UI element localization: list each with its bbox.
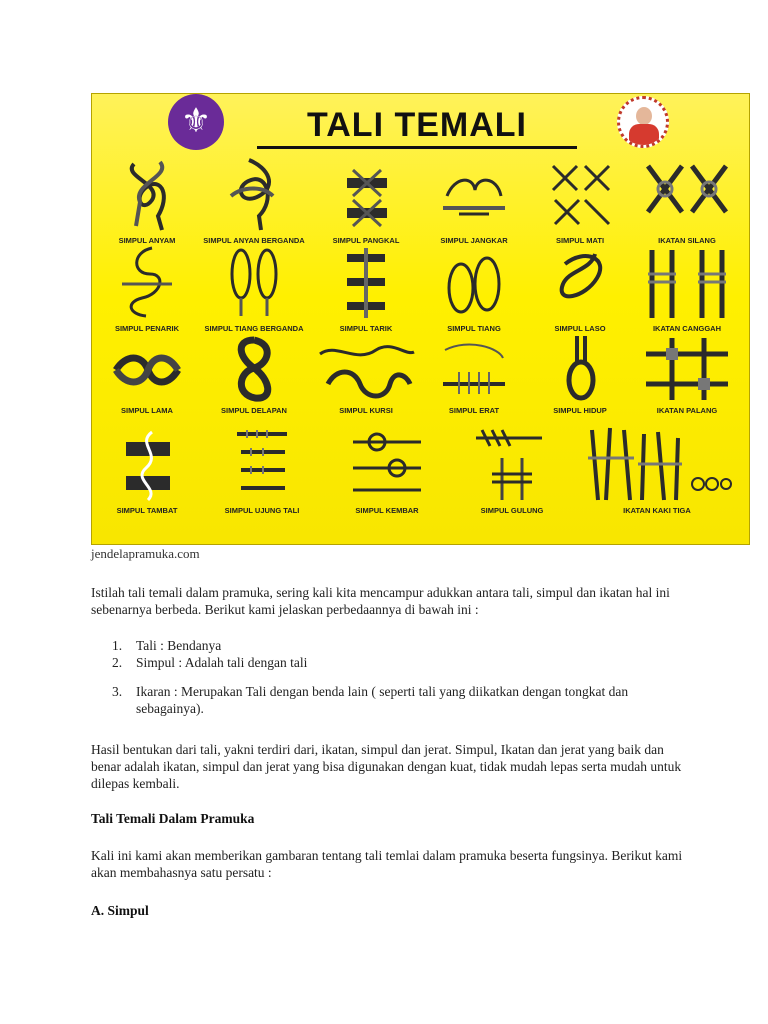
result-paragraph: Hasil bentukan dari tali, yakni terdiri dari, ikatan, simpul dan jerat. Simpul, Ikatan dan jerat yang baik dan benar adalah ikatan, simpul dan jerat yang bisa digunakan dengan kuat, tidak mudah lepas serta mudah untuk dilepas kembali. — [91, 742, 682, 791]
knot-drawing — [112, 244, 182, 322]
knot-simpul-laso — [525, 244, 635, 333]
knot-drawing — [316, 334, 416, 404]
list-number: 1. — [112, 638, 123, 653]
knot-simpul-erat — [419, 334, 529, 415]
knot-simpul-gulung — [457, 424, 567, 515]
list-text: Tali : Bendanya — [136, 638, 222, 653]
knot-label: IKATAN SILANG — [658, 236, 716, 245]
knot-ikatan-kaki-tiga — [572, 424, 742, 515]
subheading-simpul: A. Simpul — [91, 903, 149, 918]
knot-drawing — [219, 334, 289, 404]
knot-drawing — [545, 244, 615, 322]
knot-ikatan-canggah — [632, 244, 742, 333]
knot-label: SIMPUL KEMBAR — [355, 506, 419, 515]
knot-simpul-anyam — [92, 156, 202, 245]
list-text: Ikaran : Merupakan Tali dengan benda lain ( seperti tali yang diikatkan dengan tongkat dan sebagainya). — [136, 684, 629, 716]
knot-simpul-hidup — [525, 334, 635, 415]
knot-label: SIMPUL JANGKAR — [440, 236, 508, 245]
intro-paragraph: Istilah tali temali dalam pramuka, sering kali kita mencampur adukkan antara tali, simpul dan ikatan hal ini sebenarnya berbeda. Berikut kami jelaskan perbedaannya di bawah ini : — [91, 585, 670, 617]
knot-drawing — [227, 424, 297, 504]
tali-temali-poster — [91, 93, 750, 545]
knot-label: SIMPUL DELAPAN — [221, 406, 287, 415]
knot-label: SIMPUL HIDUP — [553, 406, 607, 415]
knot-label: SIMPUL LAMA — [121, 406, 173, 415]
knot-label: SIMPUL TIANG BERGANDA — [204, 324, 304, 333]
knot-label: SIMPUL ERAT — [448, 406, 500, 415]
knot-label: SIMPUL PENARIK — [114, 324, 180, 333]
list-number: 3. — [112, 684, 123, 699]
knot-drawing — [472, 424, 552, 504]
definition-list — [91, 637, 691, 717]
knot-label: IKATAN KAKI TIGA — [623, 506, 691, 515]
knot-label: SIMPUL ANYAM — [118, 236, 176, 245]
list-number: 2. — [112, 655, 123, 670]
knot-ikatan-silang — [632, 156, 742, 245]
knot-label: SIMPUL KURSI — [339, 406, 393, 415]
knot-drawing — [642, 334, 732, 404]
knot-label: SIMPUL PANGKAL — [332, 236, 400, 245]
knot-drawing — [439, 156, 509, 234]
knot-drawing — [331, 156, 401, 234]
knot-simpul-ujung-tali — [207, 424, 317, 515]
knot-simpul-penarik — [92, 244, 202, 333]
knot-simpul-kembar — [332, 424, 442, 515]
knot-simpul-jangkar — [419, 156, 529, 245]
knot-simpul-kursi — [311, 334, 421, 415]
section-paragraph: Kali ini kami akan memberikan gambaran tentang tali temlai dalam pramuka beserta fungsinya. Berikut kami akan membahasnya satu persatu : — [91, 848, 683, 880]
knot-drawing — [112, 334, 182, 404]
knot-simpul-lama — [92, 334, 202, 415]
knot-label: IKATAN CANGGAH — [652, 324, 722, 333]
knot-label: SIMPUL TIANG — [447, 324, 501, 333]
scout-fleur-de-lis-icon: ⚜ — [168, 94, 224, 150]
image-caption: jendelapramuka.com — [91, 546, 200, 561]
knot-label: SIMPUL ANYAN BERGANDA — [203, 236, 305, 245]
knot-drawing — [439, 244, 509, 322]
list-item — [91, 683, 691, 717]
title-underline — [257, 146, 577, 149]
knot-simpul-anyan-berganda — [199, 156, 309, 245]
knot-drawing — [439, 334, 509, 404]
knot-drawing — [112, 424, 182, 504]
knot-simpul-mati — [525, 156, 635, 245]
knot-label: IKATAN PALANG — [656, 406, 718, 415]
knot-simpul-delapan — [199, 334, 309, 415]
knot-drawing — [642, 156, 732, 234]
knot-label: SIMPUL LASO — [554, 324, 606, 333]
knot-simpul-tambat — [92, 424, 202, 515]
knot-drawing — [545, 156, 615, 234]
knot-drawing — [347, 424, 427, 504]
knot-label: SIMPUL TAMBAT — [116, 506, 178, 515]
knot-label: SIMPUL UJUNG TALI — [224, 506, 300, 515]
knot-drawing — [582, 424, 732, 504]
list-text: Simpul : Adalah tali dengan tali — [136, 655, 308, 670]
knot-drawing — [545, 334, 615, 404]
knot-label: SIMPUL MATI — [555, 236, 605, 245]
knot-drawing — [219, 156, 289, 234]
knot-drawing — [331, 244, 401, 322]
list-item — [91, 654, 691, 671]
knot-label: SIMPUL TARIK — [339, 324, 393, 333]
knot-ikatan-palang — [632, 334, 742, 415]
list-item — [91, 637, 691, 654]
knot-simpul-pangkal — [311, 156, 421, 245]
knot-simpul-tiang — [419, 244, 529, 333]
poster-title: TALI TEMALI — [307, 106, 527, 144]
knot-simpul-tarik — [311, 244, 421, 333]
knot-label: SIMPUL GULUNG — [480, 506, 544, 515]
knot-simpul-tiang-berganda — [199, 244, 309, 333]
section-heading: Tali Temali Dalam Pramuka — [91, 811, 255, 826]
knot-drawing — [112, 156, 182, 234]
knot-drawing — [642, 244, 732, 322]
person-portrait-badge-icon — [617, 96, 669, 148]
knot-drawing — [219, 244, 289, 322]
